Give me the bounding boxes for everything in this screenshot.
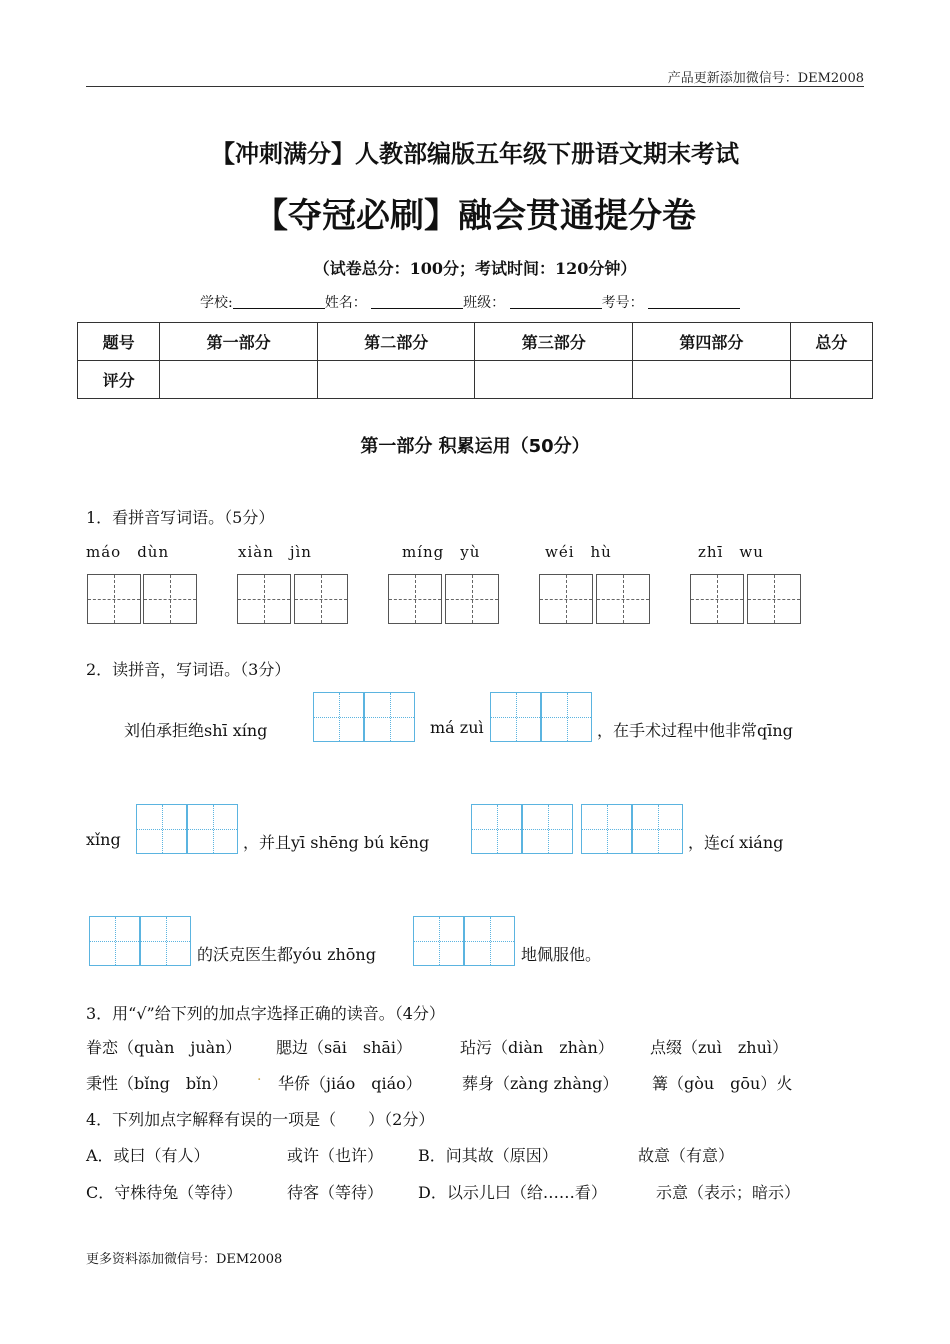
writing-grid-box[interactable]: [539, 574, 593, 624]
q4-option: D．以示儿曰（给……看）: [418, 1183, 607, 1202]
pinyin-label: xiàn jìn: [238, 543, 312, 561]
writing-grid-box[interactable]: [747, 574, 801, 624]
class-label: 班级：: [463, 295, 506, 311]
q3-option: 腮边（sāi shāi）: [276, 1038, 413, 1057]
number-label: 考号：: [601, 295, 644, 311]
header-note: 产品更新添加微信号：DEM2008: [667, 71, 864, 86]
score-cell[interactable]: [475, 361, 633, 399]
name-blank[interactable]: [371, 294, 463, 309]
answer-grid-box[interactable]: [136, 804, 187, 854]
answer-grid-box[interactable]: [364, 692, 415, 742]
answer-grid-box[interactable]: [581, 804, 632, 854]
pinyin-label: zhī wu: [698, 543, 764, 561]
score-header: 第二部分: [317, 323, 475, 361]
header-divider: [86, 86, 864, 87]
answer-grid-box[interactable]: [413, 916, 464, 966]
writing-grid-box[interactable]: [388, 574, 442, 624]
score-header: 第三部分: [475, 323, 633, 361]
pinyin-label: míng yù: [402, 543, 481, 561]
answer-grid-box[interactable]: [490, 692, 541, 742]
answer-grid-box[interactable]: [89, 916, 140, 966]
writing-grid-box[interactable]: [445, 574, 499, 624]
q2-text: 刘伯承拒绝shī xíng: [124, 721, 268, 740]
q4-option: B．问其故（原因）: [418, 1146, 558, 1165]
writing-grid-box[interactable]: [294, 574, 348, 624]
answer-grid-box[interactable]: [187, 804, 238, 854]
q4-option: C．守株待兔（等待）: [86, 1183, 243, 1202]
q2-text: 的沃克医生都yóu zhōng: [197, 945, 376, 964]
pinyin-label: máo dùn: [86, 543, 170, 561]
q4-option: A．或曰（有人）: [86, 1146, 210, 1165]
question-2-title: 2．读拼音，写词语。（3分）: [86, 660, 291, 679]
q3-option: 点缀（zuì zhuì）: [650, 1038, 789, 1057]
answer-grid-box[interactable]: [313, 692, 364, 742]
answer-grid-box[interactable]: [464, 916, 515, 966]
q2-text: ，在手术过程中他非常qīng: [597, 721, 793, 740]
score-cell[interactable]: [160, 361, 318, 399]
q3-option: 葬身（zàng zhàng）: [462, 1074, 619, 1093]
score-row-label: 评分: [78, 361, 160, 399]
name-label: 姓名：: [324, 295, 367, 311]
school-blank[interactable]: [233, 294, 325, 309]
answer-grid-box[interactable]: [471, 804, 522, 854]
answer-grid-box[interactable]: [140, 916, 191, 966]
score-cell[interactable]: [633, 361, 791, 399]
question-3-title: 3．用“√”给下列的加点字选择正确的读音。（4分）: [86, 1004, 445, 1023]
q4-option: 待客（等待）: [287, 1183, 384, 1202]
exam-title: 【冲刺满分】人教部编版五年级下册语文期末考试: [211, 139, 739, 168]
q4-option: 故意（有意）: [638, 1146, 735, 1165]
writing-grid-box[interactable]: [143, 574, 197, 624]
answer-grid-box[interactable]: [632, 804, 683, 854]
answer-grid-box[interactable]: [522, 804, 573, 854]
q2-text: xǐng: [86, 830, 121, 849]
score-cell[interactable]: [317, 361, 475, 399]
q2-text: 地佩服他。: [521, 945, 602, 964]
question-1-title: 1．看拼音写词语。（5分）: [86, 508, 275, 527]
score-header: 总分: [790, 323, 872, 361]
q2-text: má zuì: [430, 718, 484, 737]
writing-grid-box[interactable]: [87, 574, 141, 624]
score-cell[interactable]: [790, 361, 872, 399]
writing-grid-box[interactable]: [596, 574, 650, 624]
q4-option: 或许（也许）: [287, 1146, 384, 1165]
score-header: 题号: [78, 323, 160, 361]
section-title: 第一部分 积累运用（50分）: [360, 436, 590, 457]
question-4-title: 4．下列加点字解释有误的一项是（ ）（2分）: [86, 1110, 435, 1129]
score-header: 第四部分: [633, 323, 791, 361]
exam-meta: （试卷总分：100分；考试时间：120分钟）: [313, 259, 637, 278]
student-info: [200, 292, 740, 312]
score-header: 第一部分: [160, 323, 318, 361]
answer-grid-box[interactable]: [541, 692, 592, 742]
number-blank[interactable]: [648, 294, 740, 309]
q3-option: 眷恋（quàn juàn）: [86, 1038, 242, 1057]
footer-note: 更多资料添加微信号：DEM2008: [86, 1252, 283, 1267]
class-blank[interactable]: [510, 294, 602, 309]
q3-option: 秉性（bǐng bǐn）: [86, 1074, 228, 1093]
q3-option: 玷污（diàn zhàn）: [460, 1038, 614, 1057]
q2-text: ，连cí xiáng: [688, 833, 784, 852]
writing-grid-box[interactable]: [690, 574, 744, 624]
decor-dot: .: [257, 1068, 262, 1084]
pinyin-label: wéi hù: [545, 543, 612, 561]
score-table: [77, 322, 873, 399]
school-label: 学校:: [200, 295, 233, 311]
exam-subtitle-main: 【夺冠必刷】融会贯通提分卷: [254, 196, 696, 236]
q4-option: 示意（表示；暗示）: [656, 1183, 801, 1202]
q3-option: 篝（gòu gōu）火: [652, 1074, 793, 1093]
q2-text: ，并且yī shēng bú kēng: [243, 833, 430, 852]
writing-grid-box[interactable]: [237, 574, 291, 624]
q3-option: 华侨（jiáo qiáo）: [278, 1074, 422, 1093]
